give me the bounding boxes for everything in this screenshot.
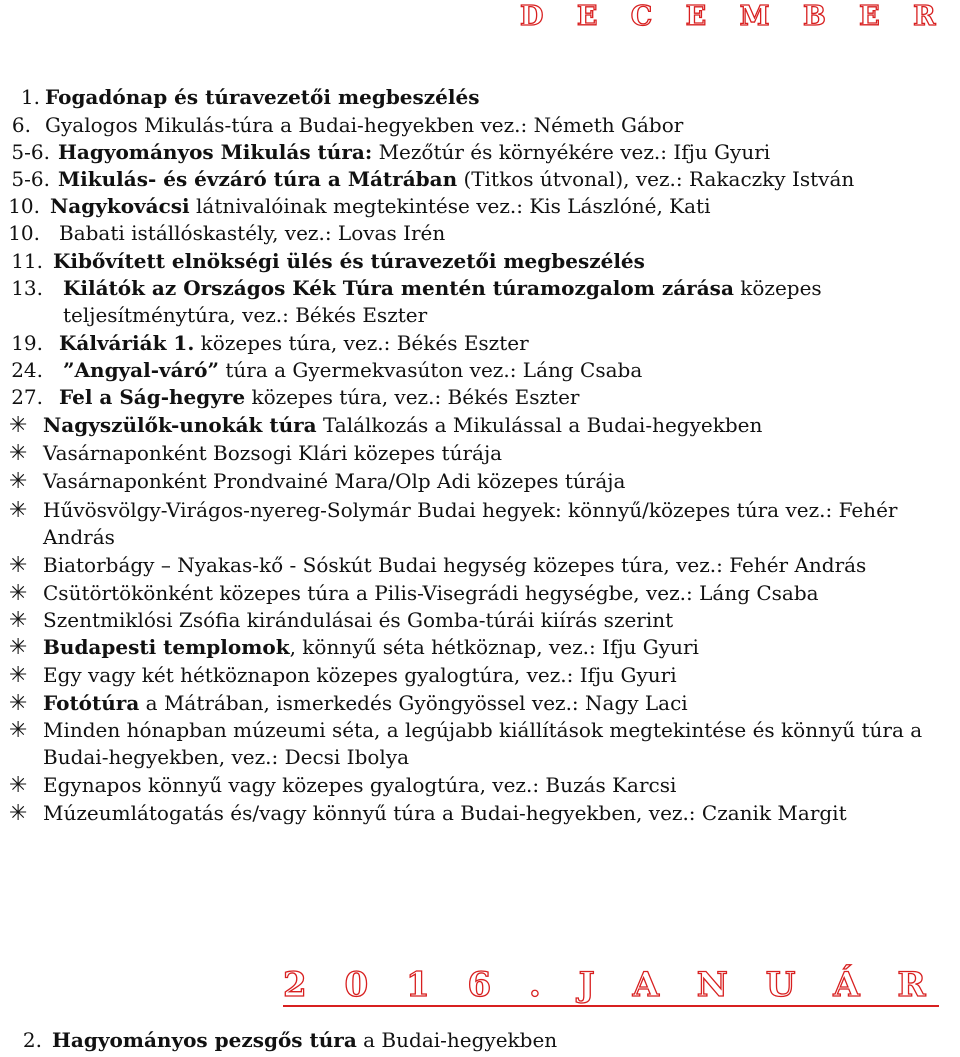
- program-text: Vasárnaponként Prondvainé Mara/Olp Adi közepes túrája: [43, 469, 626, 493]
- program-text: a Budai-hegyekben: [356, 1028, 558, 1052]
- asterisk-icon: ✳: [9, 469, 28, 494]
- item-date: 13.: [11, 276, 43, 300]
- asterisk-icon: ✳: [9, 498, 28, 523]
- program-title: Budapesti templomok: [43, 635, 290, 659]
- program-text: Egy vagy két hétköznapon közepes gyalogtúra, vez.: Ifju Gyuri: [43, 663, 677, 687]
- program-text: Vasárnaponként Bozsogi Klári közepes túrája: [43, 441, 503, 465]
- item-description: [43, 412, 762, 439]
- program-text: látnivalóinak megtekintése vez.: Kis Lászlóné, Kati: [189, 194, 711, 218]
- item-description: [59, 384, 579, 411]
- program-title: Hagyományos Mikulás túra:: [58, 140, 373, 164]
- program-text: Gyalogos Mikulás-túra a Budai-hegyekben vez.: Németh Gábor: [45, 113, 684, 137]
- asterisk-icon: ✳: [9, 773, 28, 798]
- item-description: [43, 690, 688, 717]
- item-description: [43, 580, 819, 607]
- asterisk-icon: ✳: [9, 581, 28, 606]
- item-date: 24.: [11, 358, 43, 382]
- item-date: 2.: [22, 1028, 42, 1052]
- item-description: [43, 717, 922, 744]
- item-description: [43, 552, 866, 579]
- item-date: 11.: [11, 249, 43, 273]
- item-description: [43, 497, 897, 524]
- program-text: Egynapos könnyű vagy közepes gyalogtúra, vez.: Buzás Karcsi: [43, 773, 677, 797]
- item-description: [43, 524, 115, 551]
- program-title: Fogadónap és túravezetői megbeszélés: [45, 85, 480, 109]
- program-title: Nagyszülők-unokák túra: [43, 413, 317, 437]
- item-description: [59, 330, 529, 357]
- program-title: Hagyományos pezsgős túra: [52, 1028, 357, 1052]
- item-description: [43, 744, 409, 771]
- item-description: [43, 634, 699, 661]
- item-description: [63, 275, 822, 302]
- asterisk-icon: ✳: [9, 413, 28, 438]
- item-description: [43, 662, 677, 689]
- program-text: közepes túra, vez.: Békés Eszter: [245, 385, 580, 409]
- program-text: Babati istállóskastély, vez.: Lovas Irén: [59, 221, 446, 245]
- program-text: Szentmiklósi Zsófia kirándulásai és Gomba-túrái kiírás szerint: [43, 608, 674, 632]
- january-title: 2 0 1 6 . J A N U Á R: [283, 965, 939, 1005]
- program-text: teljesítménytúra, vez.: Békés Eszter: [63, 303, 428, 327]
- program-text: (Titkos útvonal), vez.: Rakaczky István: [457, 167, 855, 191]
- program-text: Minden hónapban múzeumi séta, a legújabb kiállítások megtekintése és könnyű túra a: [43, 718, 923, 742]
- item-description: [63, 302, 427, 329]
- program-text: Mezőtúr és környékére vez.: Ifju Gyuri: [372, 140, 771, 164]
- program-text: közepes túra, vez.: Békés Eszter: [194, 331, 529, 355]
- item-date: 5-6.: [11, 167, 50, 191]
- program-title: Mikulás- és évzáró túra a Mátrában: [58, 167, 458, 191]
- program-text: , könnyű séta hétköznap, vez.: Ifju Gyuri: [289, 635, 699, 659]
- item-description: [58, 139, 770, 166]
- asterisk-icon: ✳: [9, 553, 28, 578]
- item-description: [43, 772, 676, 799]
- item-date: 19.: [11, 331, 43, 355]
- item-description: [45, 112, 683, 139]
- asterisk-icon: ✳: [9, 691, 28, 716]
- december-title: D E C E M B E R: [520, 1, 948, 32]
- item-description: [43, 440, 502, 467]
- item-description: [58, 166, 854, 193]
- item-description: [52, 1027, 557, 1054]
- program-text: Csütörtökönként közepes túra a Pilis-Visegrádi hegységbe, vez.: Láng Csaba: [43, 581, 819, 605]
- item-description: [53, 248, 645, 275]
- item-description: [43, 800, 847, 827]
- item-date: 5-6.: [11, 140, 50, 164]
- asterisk-icon: ✳: [9, 635, 28, 660]
- program-text: a Mátrában, ismerkedés Gyöngyössel vez.: Nagy Laci: [139, 691, 688, 715]
- program-text: közepes: [733, 276, 822, 300]
- program-text: túra a Gyermekvasúton vez.: Láng Csaba: [219, 358, 643, 382]
- program-title: Fel a Ság-hegyre: [59, 385, 246, 409]
- asterisk-icon: ✳: [9, 718, 28, 743]
- program-text: Találkozás a Mikulással a Budai-hegyekben: [316, 413, 763, 437]
- program-title: Fotótúra: [43, 691, 140, 715]
- item-date: 6.: [11, 113, 31, 137]
- program-title: Kálváriák 1.: [59, 331, 195, 355]
- program-title: Nagykovácsi: [50, 194, 190, 218]
- asterisk-icon: ✳: [9, 801, 28, 826]
- program-text: Hűvösvölgy-Virágos-nyereg-Solymár Budai hegyek: könnyű/közepes túra vez.: Fehér: [43, 498, 898, 522]
- program-text: Budai-hegyekben, vez.: Decsi Ibolya: [43, 745, 410, 769]
- program-text: Múzeumlátogatás és/vagy könnyű túra a Budai-hegyekben, vez.: Czanik Margit: [43, 801, 847, 825]
- item-description: [63, 357, 642, 384]
- item-date: 10.: [8, 194, 40, 218]
- item-date: 27.: [11, 385, 43, 409]
- item-description: [59, 220, 445, 247]
- item-description: [43, 607, 673, 634]
- item-description: [43, 468, 625, 495]
- item-date: 10.: [8, 221, 40, 245]
- program-title: ”Angyal-váró”: [63, 358, 219, 382]
- asterisk-icon: ✳: [9, 608, 28, 633]
- item-date: 1.: [20, 85, 40, 109]
- asterisk-icon: ✳: [9, 663, 28, 688]
- asterisk-icon: ✳: [9, 441, 28, 466]
- item-description: [50, 193, 710, 220]
- program-text: András: [43, 525, 115, 549]
- item-description: [45, 84, 479, 111]
- program-text: Biatorbágy – Nyakas-kő - Sóskút Budai hegység közepes túra, vez.: Fehér András: [43, 553, 867, 577]
- program-title: Kilátók az Országos Kék Túra mentén túramozgalom zárása: [63, 276, 734, 300]
- program-title: Kibővített elnökségi ülés és túravezetői megbeszélés: [53, 249, 645, 273]
